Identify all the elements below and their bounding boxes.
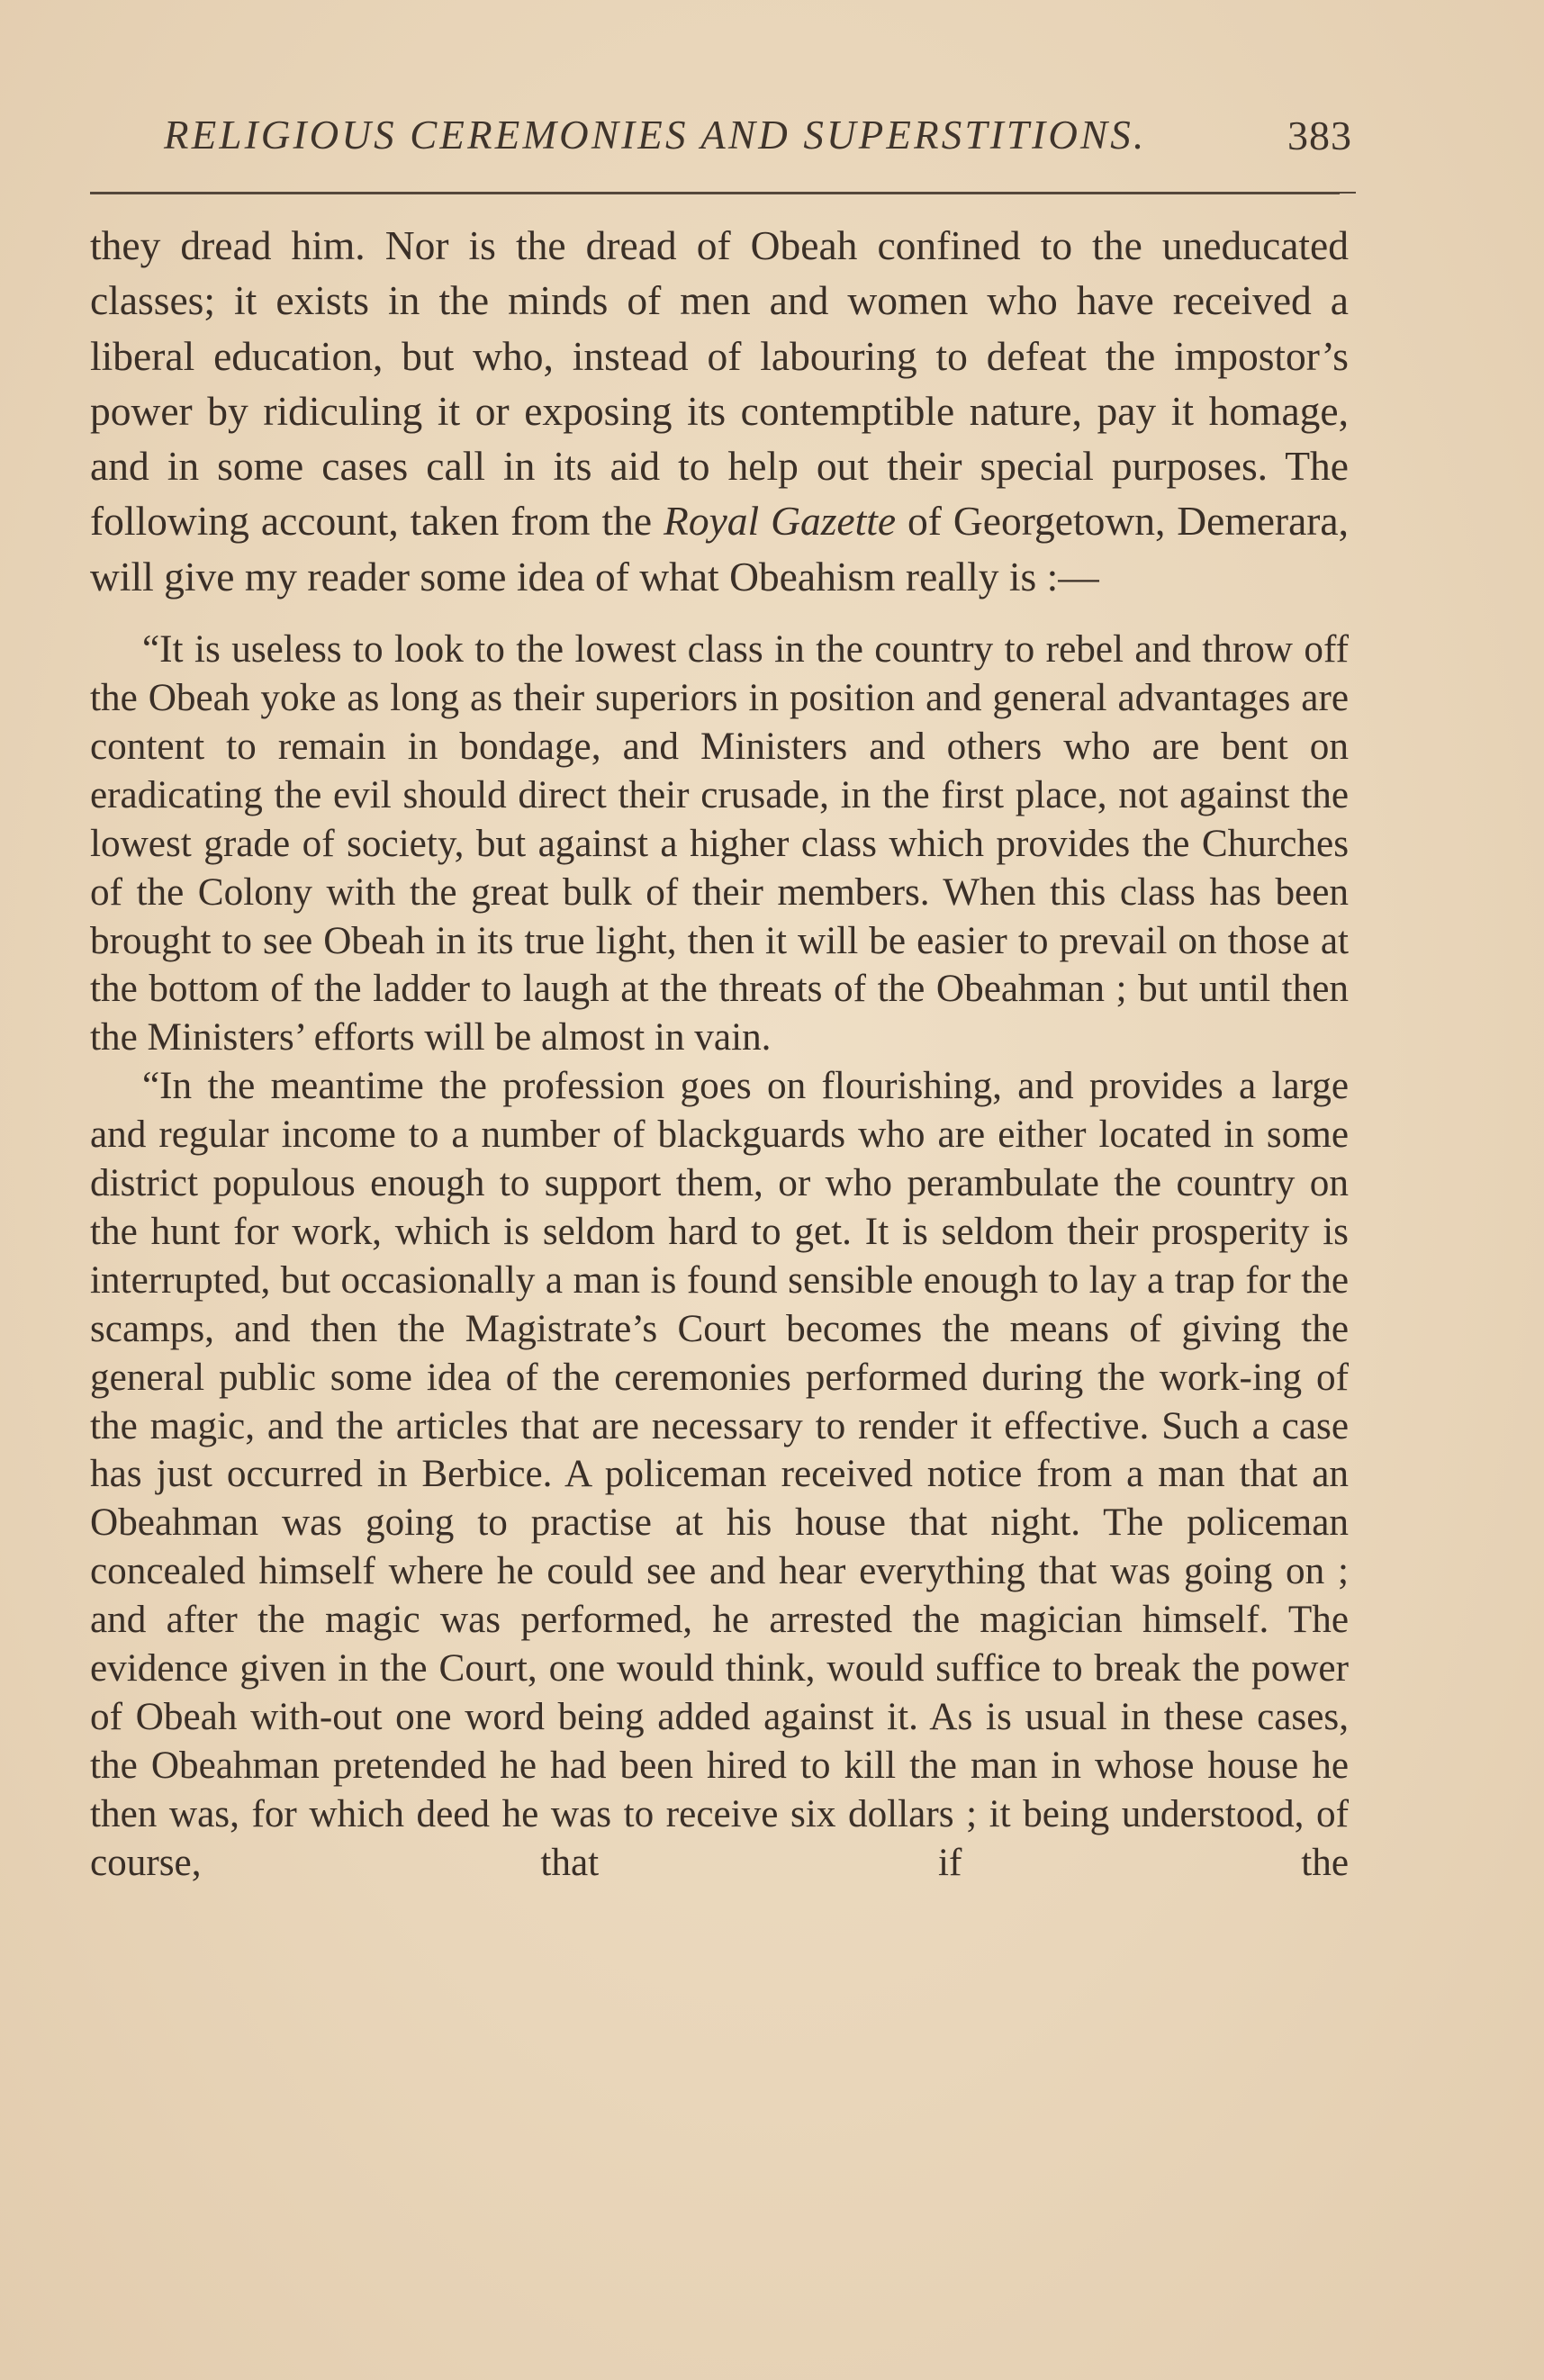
quoted-paragraph-1: “It is useless to look to the lowest class in the country to rebel and throw off the Obeah yoke as long as their superiors in position and general advantages are content to remain in bondage, and Ministers and others who are bent on eradicating the evil should direct their crusade, in the first place, not against the lowest grade of society, but against a higher class which provides the Churches of the Colony with the great bulk of their members. When this class has been brought to see Obeah in its true light, then it will be easier to prevail on those at the bottom of the ladder to laugh at the threats of the Obeahman ; but until then the Ministers’ efforts will be almost in vain. [90,628,1349,1059]
body-text [90,218,1349,1888]
quoted-paragraph-2: “In the meantime the profession goes on flourishing, and provides a large and regular income to a number of blackguards who are either located in some district populous enough to support them, or who perambulate the country on the hunt for work, which is seldom hard to get. It is seldom their prosperity is interrupted, but occasionally a man is found sensible enough to lay a trap for the scamps, and then the Magistrate’s Court becomes the means of giving the general public some idea of the ceremonies performed during the work-ing of the magic, and the articles that are necessary to render it effective. Such a case has just occurred in Berbice. A policeman received notice from a man that an Obeahman was going to practise at his house that night. The policeman concealed himself where he could see and hear everything that was going on ; and after the magic was performed, he arrested the magician himself. The evidence given in the Court, one would think, would suffice to break the power of Obeah with-out one word being added against it. As is usual in these cases, the Obeahman pretended he had been hired to kill the man in whose house he then was, for which deed he was to receive six dollars ; it being understood, of course, that if the [90,1065,1349,1884]
chapter-running-title: RELIGIOUS CEREMONIES AND SUPERSTITIONS. [164,113,1147,158]
running-head [90,112,1352,175]
page-number: 383 [1287,113,1352,158]
paragraph-intro [90,218,1349,604]
header-rule [90,192,1340,194]
paragraph-intro-text: they dread him. Nor is the dread of Obeah confined to the uneducated classes; it exists in the minds of men and women who have received a liberal education, but who, instead of labouring to defeat the impostor’s power by ridiculing it or exposing its contemptible nature, pay it homage, and in some cases call in its aid to help out their special purposes. The following account, taken from the [90,222,1349,545]
paragraph-intro-continuation: of Georgetown, Demerara, will give my reader some idea of what Obeahism really is :— [90,498,1349,600]
newspaper-quotation [90,626,1349,1888]
newspaper-title: Royal Gazette [664,498,897,545]
